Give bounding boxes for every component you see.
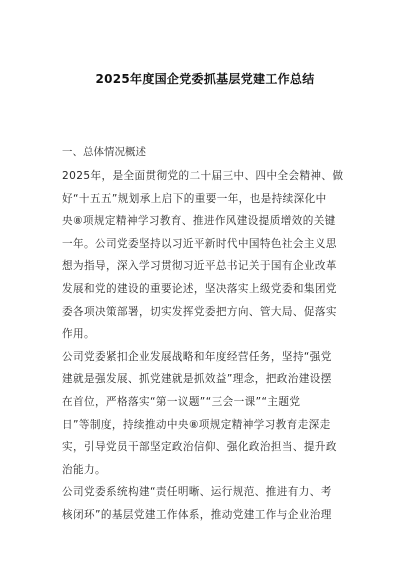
text-line: 一年。公司党委坚持以习近平新时代中国特色社会主义思 <box>62 237 337 250</box>
text-line: 委各项决策部署，切实发挥党委把方向、管大局、促落实 <box>62 305 337 318</box>
section-heading: 一、总体情况概述 <box>62 146 146 158</box>
text-line: 公司党委紧扣企业发展战略和年度经营任务，坚持“强党 <box>62 350 332 363</box>
text-line: 建就是强发展、抓党建就是抓效益”理念，把政治建设摆 <box>62 373 332 386</box>
document-body <box>62 165 352 527</box>
text-line: 实，引导党员干部坚定政治信仰、强化政治担当、提升政 <box>62 441 337 454</box>
text-line: 公司党委系统构建“责任明晰、运行规范、推进有力、考 <box>62 486 332 499</box>
text-line: 好“十五五”规划承上启下的重要一年，也是持续深化中 <box>62 192 327 205</box>
text-line: 治能力。 <box>62 463 106 476</box>
text-line: 2025年，是全面贯彻党的二十届三中、四中全会精神、做 <box>62 170 344 182</box>
paragraph-2 <box>62 346 352 482</box>
text-line: 在首位，严格落实“第一议题”“三会一课”“主题党 <box>62 395 301 408</box>
document-title: 2025年度国企党委抓基层党建工作总结 <box>95 72 315 86</box>
text-line: 央⑧项规定精神学习教育、推进作风建设提质增效的关键 <box>62 215 336 228</box>
text-line: 想为指导，深入学习贯彻习近平总书记关于国有企业改革 <box>62 260 337 273</box>
text-line: 作用。 <box>62 328 95 341</box>
text-line: 发展和党的建设的重要论述，坚决落实上级党委和集团党 <box>62 282 337 295</box>
paragraph-1 <box>62 165 352 346</box>
paragraph-3 <box>62 481 352 526</box>
text-line: 日”等制度，持续推动中央⑧项规定精神学习教育走深走 <box>62 418 331 431</box>
text-line: 核闭环”的基层党建工作体系，推动党建工作与企业治理 <box>62 508 332 521</box>
